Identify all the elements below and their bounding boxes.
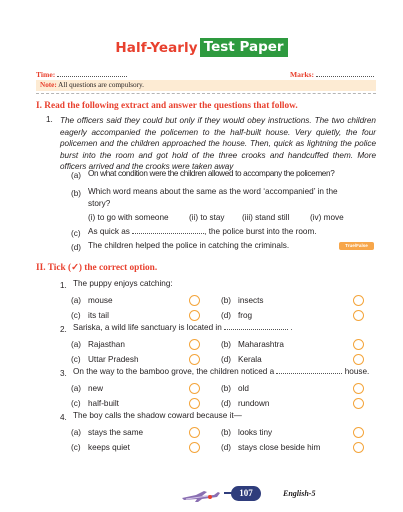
option-label: (b)	[221, 384, 232, 393]
question-a-text: On what condition were the children allowed to accompany the policemen?	[88, 169, 335, 178]
option-text: stays close beside him	[238, 443, 321, 452]
question-b-text-cont: story?	[88, 199, 111, 208]
time-label: Time:	[36, 70, 56, 79]
option-b-ii: (ii) to stay	[189, 213, 225, 222]
section-2-title-before: II. Tick (	[36, 263, 72, 273]
note-bar	[36, 80, 376, 91]
marks-label: Marks:	[290, 70, 315, 79]
option-label: (c)	[71, 443, 81, 452]
question-number: 2.	[60, 325, 67, 334]
option-label: (a)	[71, 384, 82, 393]
question-label: (b)	[71, 189, 82, 198]
option-text: stays the same	[88, 428, 144, 437]
option-3b-circle[interactable]	[353, 383, 364, 394]
extract-passage: The officers said they could but only if they would obey instructions. The two children eagerly accompanied the policemen to the half-built house. Very quietly, the four policemen and the children approached the house. Then, quick as lightning the police burst into the room and got hold of the three crooks and handcuffed them. More officers arrived and the crooks were taken away	[60, 116, 376, 172]
option-label: (d)	[221, 399, 232, 408]
option-text: insects	[238, 296, 264, 305]
time-blank	[57, 70, 127, 77]
option-4a-circle[interactable]	[189, 427, 200, 438]
true-false-badge: True/False	[339, 242, 374, 250]
paper-title	[0, 38, 403, 58]
question-2-after: .	[290, 323, 293, 332]
option-3c-circle[interactable]	[189, 398, 200, 409]
option-text: Kerala	[238, 355, 262, 364]
option-4d-circle[interactable]	[353, 442, 364, 453]
answer-blank[interactable]	[276, 367, 342, 374]
option-text: new	[88, 384, 104, 393]
option-b-iii: (iii) stand still	[242, 213, 290, 222]
question-label: (d)	[71, 243, 82, 252]
question-number: 1.	[60, 281, 67, 290]
answer-blank[interactable]	[224, 323, 288, 330]
question-d-text: The children helped the police in catching the criminals.	[88, 241, 290, 250]
option-2c-circle[interactable]	[189, 354, 200, 365]
note-text: All questions are compulsory.	[58, 81, 144, 89]
option-1a-circle[interactable]	[189, 295, 200, 306]
title-test-paper: Test Paper	[200, 38, 288, 57]
option-label: (a)	[71, 340, 82, 349]
page-number: 107	[231, 486, 261, 501]
question-text	[73, 322, 293, 334]
option-label: (b)	[221, 340, 232, 349]
section-2-title	[36, 262, 157, 273]
option-text: its tail	[88, 311, 109, 320]
option-2d-circle[interactable]	[353, 354, 364, 365]
option-3a-circle[interactable]	[189, 383, 200, 394]
option-label: (d)	[221, 443, 232, 452]
option-text: keeps quiet	[88, 443, 130, 452]
option-text: Rajasthan	[88, 340, 125, 349]
option-1c-circle[interactable]	[189, 310, 200, 321]
option-2b-circle[interactable]	[353, 339, 364, 350]
marks-blank	[316, 70, 374, 77]
option-text: mouse	[88, 296, 113, 305]
option-label: (c)	[71, 399, 81, 408]
question-text: The boy calls the shadow coward because it—	[73, 411, 242, 420]
option-label: (b)	[221, 296, 232, 305]
tick-mark-icon: ✓	[71, 263, 79, 273]
option-b-i: (i) to go with someone	[88, 213, 169, 222]
option-text: half-built	[88, 399, 119, 408]
option-4b-circle[interactable]	[353, 427, 364, 438]
airplane-ornament-icon	[180, 488, 222, 504]
section-2-title-after: ) the correct option.	[78, 263, 158, 273]
question-text: The puppy enjoys catching:	[73, 279, 173, 288]
option-text: frog	[238, 311, 253, 320]
option-text: looks tiny	[238, 428, 273, 437]
option-label: (a)	[71, 296, 82, 305]
question-number: 3.	[60, 369, 67, 378]
option-label: (c)	[71, 355, 81, 364]
question-text	[73, 366, 369, 378]
title-half-yearly: Half-Yearly	[115, 39, 198, 56]
item-number: 1.	[46, 115, 53, 124]
option-text: rundown	[238, 399, 270, 408]
option-label: (a)	[71, 428, 82, 437]
section-1-title: I. Read the following extract and answer the questions that follow.	[36, 101, 298, 111]
question-3-after: house.	[344, 367, 370, 376]
question-label: (c)	[71, 229, 81, 238]
option-text: Maharashtra	[238, 340, 284, 349]
option-4c-circle[interactable]	[189, 442, 200, 453]
option-text: Uttar Pradesh	[88, 355, 139, 364]
answer-blank[interactable]	[132, 227, 204, 234]
question-3-text: On the way to the bamboo grove, the children noticed a	[73, 367, 275, 376]
option-b-iv: (iv) move	[310, 213, 344, 222]
option-label: (d)	[221, 355, 232, 364]
question-number: 4.	[60, 413, 67, 422]
question-c-after: , the police burst into the room.	[204, 227, 317, 236]
subject-label: English-5	[283, 489, 316, 498]
option-3d-circle[interactable]	[353, 398, 364, 409]
question-2-text: Sariska, a wild life sanctuary is located in	[73, 323, 222, 332]
option-1d-circle[interactable]	[353, 310, 364, 321]
note-label: Note:	[40, 81, 57, 89]
question-c-before: As quick as	[88, 227, 133, 236]
question-c-text	[88, 226, 317, 238]
option-2a-circle[interactable]	[189, 339, 200, 350]
question-b-text: Which word means about the same as the word ‘accompanied’ in the	[88, 187, 338, 196]
marks-field	[290, 70, 374, 79]
divider	[36, 93, 376, 94]
option-text: old	[238, 384, 249, 393]
option-label: (d)	[221, 311, 232, 320]
option-label: (c)	[71, 311, 81, 320]
option-1b-circle[interactable]	[353, 295, 364, 306]
option-label: (b)	[221, 428, 232, 437]
time-field	[36, 70, 127, 79]
question-label: (a)	[71, 171, 82, 180]
